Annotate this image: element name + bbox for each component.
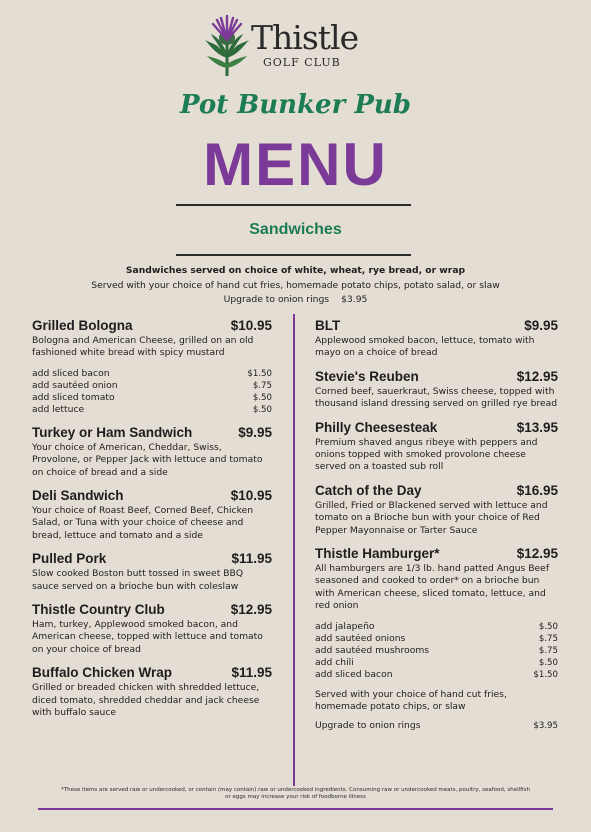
addon-label: add sliced tomato	[32, 391, 115, 403]
menu-item-name: Turkey or Ham Sandwich	[32, 424, 193, 440]
menu-item-name: Philly Cheesesteak	[315, 419, 438, 435]
menu-item-price: $11.95	[231, 665, 272, 681]
menu-item-name: Grilled Bologna	[32, 318, 133, 333]
menu-item-name: Thistle Hamburger*	[315, 546, 440, 562]
menu-item-description: Premium shaved angus ribeye with peppers and onions topped with smoked provolone cheese served on a toasted sub roll	[315, 436, 538, 473]
addon-row	[315, 633, 558, 645]
menu-item-description: Applewood smoked bacon, lettuce, tomato with mayo on a choice of bread	[315, 335, 535, 359]
menu-column-right	[315, 318, 558, 741]
menu-item	[32, 488, 272, 542]
food-safety-footnote: *These items are served raw or undercooked, or contain (may contain) raw or undercooked ingredients. Consuming raw or undercooked meats, poultry, seafood, shellfish or eggs may increase your risk of foodborne illness	[61, 787, 530, 800]
menu-item-header	[32, 318, 272, 333]
intro-upgrade-label: Upgrade to onion rings	[223, 294, 330, 305]
menu-item	[32, 665, 272, 719]
side-choice-note: Served with your choice of hand cut fries, homemade potato chips, or slaw	[315, 688, 507, 713]
addon-label: add sautéed mushrooms	[315, 644, 430, 656]
menu-item	[32, 425, 272, 479]
menu-item-header	[315, 318, 558, 333]
menu-item-header	[315, 483, 558, 498]
menu-item-price: $13.95	[516, 419, 558, 435]
addon-row	[32, 368, 272, 380]
menu-item-header	[315, 420, 558, 435]
intro-bread-choice: Sandwiches served on choice of white, wheat, rye bread, or wrap	[125, 265, 466, 276]
menu-item-price: $12.95	[516, 368, 558, 384]
pub-name: Pot Bunker Pub	[180, 90, 411, 120]
divider-top	[176, 204, 411, 206]
addon-row	[32, 380, 272, 392]
menu-item	[32, 551, 272, 593]
divider-section	[176, 254, 411, 256]
menu-item-price: $16.95	[516, 482, 558, 498]
addon-row	[315, 645, 558, 657]
addon-price: $.50	[538, 657, 558, 668]
menu-item-header	[32, 551, 272, 566]
menu-item-price: $10.95	[230, 488, 272, 504]
menu-item	[32, 318, 272, 416]
addon-price: $1.50	[533, 669, 558, 680]
menu-item-price: $9.95	[524, 318, 558, 333]
intro-upgrade	[0, 293, 591, 308]
intro-side-choice: Served with your choice of hand cut fries, homemade potato chips, potato salad, or slaw	[91, 279, 500, 291]
divider-bottom	[38, 808, 553, 810]
menu-item-name: BLT	[315, 318, 341, 333]
menu-item-name: Thistle Country Club	[32, 602, 165, 618]
addon-label: add jalapeño	[315, 620, 375, 632]
brand-subtitle: GOLF CLUB	[263, 56, 341, 69]
thistle-logo	[203, 14, 393, 78]
menu-item-description: Ham, turkey, Applewood smoked bacon, and American cheese, topped with lettuce and tomato on your choice of bread	[32, 619, 263, 655]
menu-item-price: $11.95	[231, 551, 272, 567]
thistle-flower-icon	[203, 14, 251, 78]
menu-item-price: $12.95	[516, 546, 558, 562]
menu-item-description: Your choice of American, Cheddar, Swiss, Provolone, or Pepper Jack with lettuce and tomato on choice of bread and a side	[32, 441, 263, 478]
intro-block	[0, 264, 591, 308]
addon-label: add sliced bacon	[32, 367, 110, 379]
menu-item-header	[32, 602, 272, 617]
addon-list	[32, 368, 272, 416]
brand-name: Thistle	[251, 18, 359, 57]
addon-row	[315, 669, 558, 681]
menu-item-name: Deli Sandwich	[32, 488, 124, 504]
addon-price: $.75	[538, 633, 558, 644]
addon-label: add lettuce	[32, 403, 85, 415]
menu-item-header	[315, 369, 558, 384]
menu-item-description: All hamburgers are 1/3 lb. hand patted Angus Beef seasoned and cooked to order* on a brioche bun with American cheese, sliced tomato, lettuce, and red onion	[315, 563, 550, 612]
addon-row	[32, 392, 272, 404]
menu-item-price: $12.95	[230, 602, 272, 618]
menu-item-header	[32, 488, 272, 503]
menu-item-description: Slow cooked Boston butt tossed in sweet BBQ sauce served on a brioche bun with coleslaw	[32, 568, 244, 592]
upgrade-label: Upgrade to onion rings	[315, 719, 421, 731]
addon-label: add sautéed onions	[315, 632, 406, 644]
addon-price: $1.50	[247, 368, 272, 379]
intro-upgrade-price: $3.95	[341, 294, 368, 305]
section-title: Sandwiches	[249, 221, 342, 238]
menu-item	[315, 483, 558, 537]
menu-item	[315, 546, 558, 731]
menu-item-name: Stevie's Reuben	[315, 368, 419, 384]
menu-item-description: Corned beef, sauerkraut, Swiss cheese, topped with thousand island dressing served on grilled rye bread	[315, 385, 558, 410]
menu-column-left	[32, 318, 272, 729]
menu-item	[315, 369, 558, 411]
addon-price: $.50	[538, 621, 558, 632]
menu-item-description: Grilled, Fried or Blackened served with lettuce and tomato on a Brioche bun with your choice of Red Pepper Mayonnaise or Tarter Sauce	[315, 499, 548, 536]
menu-item-description: Your choice of Roast Beef, Corned Beef, Chicken Salad, or Tuna with your choice of cheese and bread, lettuce and tomato and a side	[32, 505, 254, 541]
menu-item	[32, 602, 272, 656]
menu-item-header	[32, 665, 272, 680]
addon-label: add sliced bacon	[315, 668, 393, 680]
addon-price: $.75	[252, 380, 272, 391]
addon-row	[32, 404, 272, 416]
addon-list	[315, 621, 558, 681]
addon-price: $.50	[252, 392, 272, 403]
addon-row	[315, 657, 558, 669]
menu-item-name: Pulled Pork	[32, 551, 107, 567]
menu-item-header	[315, 546, 558, 561]
addon-price: $.75	[538, 645, 558, 656]
menu-item-price: $9.95	[238, 424, 272, 440]
menu-item	[315, 420, 558, 474]
addon-label: add chili	[315, 656, 354, 668]
addon-label: add sautéed onion	[32, 379, 118, 391]
menu-title: MENU	[203, 131, 388, 198]
menu-item-name: Catch of the Day	[315, 482, 422, 498]
addon-price: $.50	[252, 404, 272, 415]
upgrade-price: $3.95	[533, 720, 558, 731]
menu-item-price: $10.95	[230, 318, 272, 333]
column-divider	[293, 314, 295, 786]
upgrade-row	[315, 720, 558, 732]
menu-item-description: Bologna and American Cheese, grilled on an old fashioned white bread with spicy mustard	[32, 335, 254, 359]
addon-row	[315, 621, 558, 633]
menu-item-description: Grilled or breaded chicken with shredded lettuce, diced tomato, shredded cheddar and jack cheese with buffalo sauce	[32, 682, 260, 719]
menu-item-name: Buffalo Chicken Wrap	[32, 665, 173, 681]
menu-item	[315, 318, 558, 360]
menu-item-header	[32, 425, 272, 440]
